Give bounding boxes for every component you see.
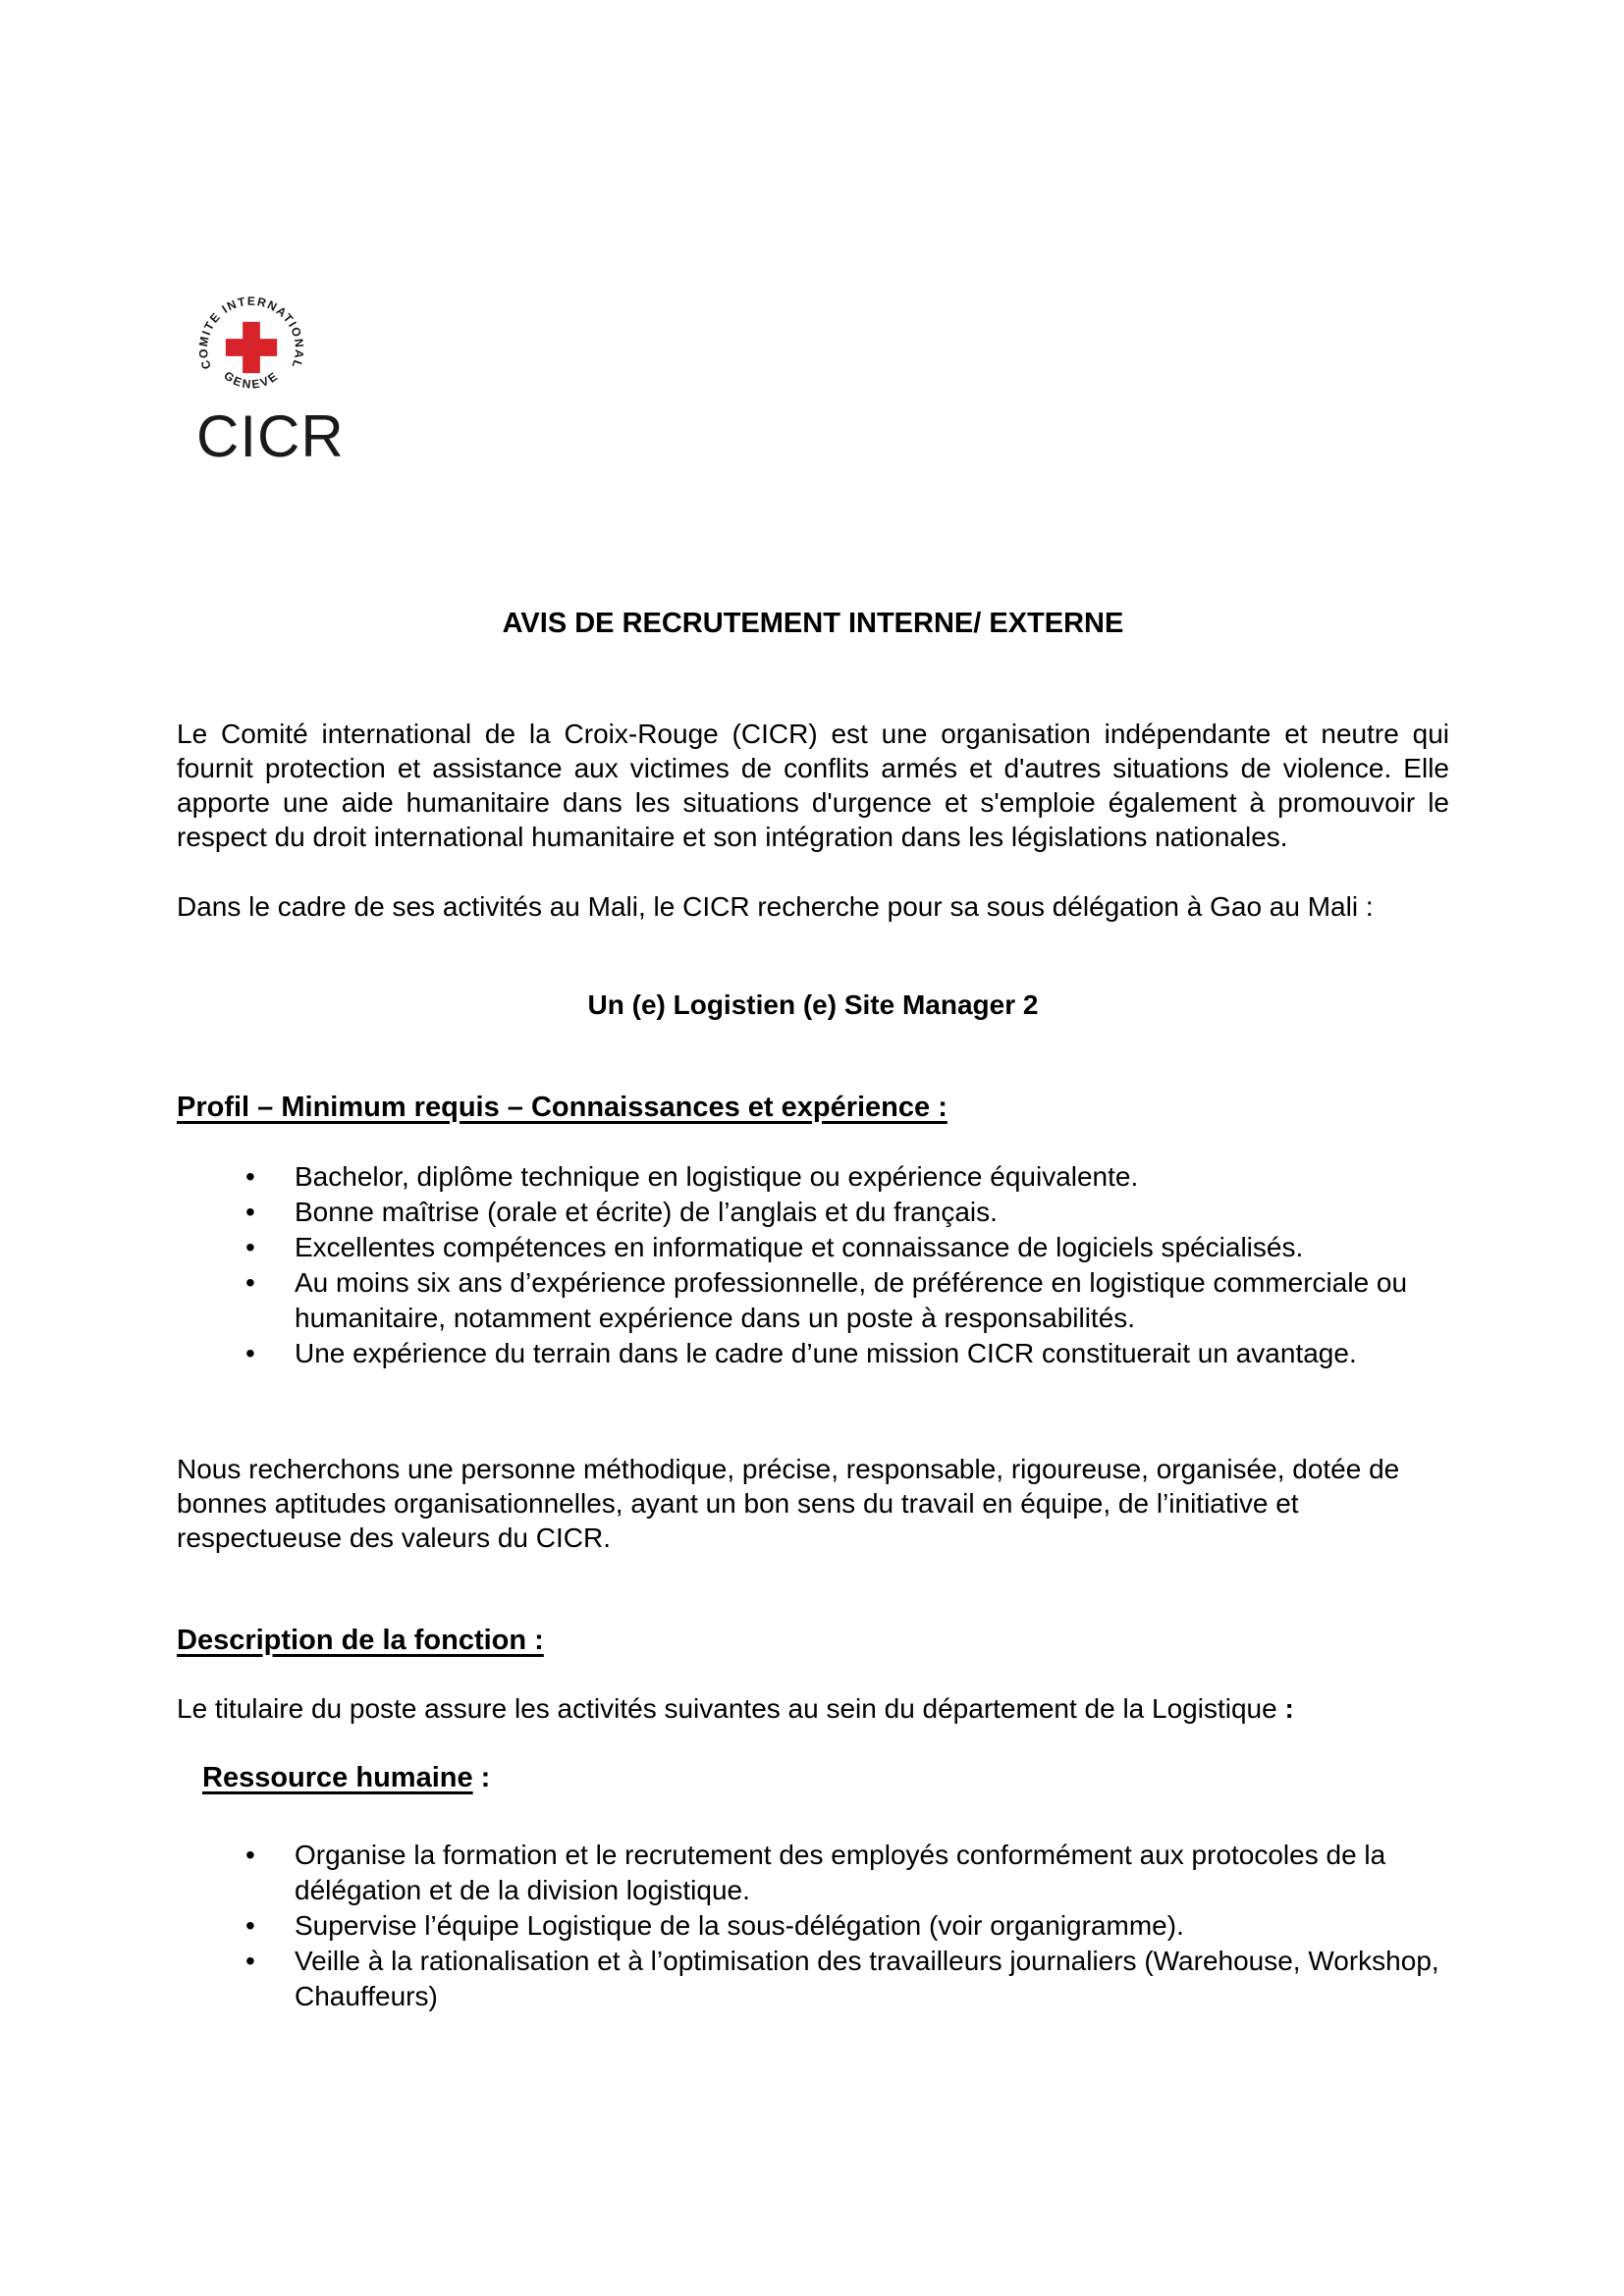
profile-bullet-list [177,1159,1449,1371]
profile-heading-text: Profil – Minimum requis – Connaissances et expérience : [177,1092,947,1123]
profile-bullet-0: • Bachelor, diplôme technique en logistique ou expérience équivalente. [177,1159,1449,1195]
function-intro-colon: : [1276,1693,1294,1724]
position-title: Un (e) Logistien (e) Site Manager 2 [587,989,1039,1020]
hr-bullet-2: • Veille à la rationalisation et à l’optimisation des travailleurs journaliers (Warehouse, Workshop, Chauffeurs) [177,1944,1449,2014]
profile-section-heading [177,1089,1449,1126]
hr-section-heading [202,1759,1449,1796]
seal-ring-text-bottom: GENEVE [221,368,282,392]
cicr-wordmark: CICR [196,403,345,469]
function-intro-paragraph [177,1691,1449,1726]
function-heading-text: Description de la fonction : [177,1625,544,1656]
person-profile-paragraph: Nous recherchons une personne méthodique, précise, responsable, rigoureuse, organisée, dotée de bonnes aptitudes organisationnelles, ayant un bon sens du travail en équipe, de l’initiative et respectueuse des valeurs du CICR. [177,1454,1400,1553]
hr-bullet-1: • Supervise l’équipe Logistique de la sous-délégation (voir organigramme). [177,1908,1449,1944]
function-intro-text: Le titulaire du poste assure les activités suivantes au sein du département de la Logistique [177,1693,1277,1724]
hr-bullet-0: • Organise la formation et le recrutement des employés conformément aux protocoles de la délégation et de la division logistique. [177,1838,1449,1908]
intro-paragraph: Le Comité international de la Croix-Rouge (CICR) est une organisation indépendante et neutre qui fournit protection et assistance aux victimes de conflits armés et d'autres situations de violence. Elle apporte une aide humanitaire dans les situations d'urgence et s'emploie également à promouvoir le respect du droit international humanitaire et son intégration dans les législations nationales. [177,719,1449,852]
hr-heading-colon: : [472,1762,491,1793]
profile-bullet-1: • Bonne maîtrise (orale et écrite) de l’anglais et du français. [177,1195,1449,1230]
seal-ring-text-top: COMITE INTERNATIONAL [196,294,306,372]
hr-heading-text: Ressource humaine [202,1762,473,1793]
document-title: AVIS DE RECRUTEMENT INTERNE/ EXTERNE [502,608,1124,639]
context-paragraph: Dans le cadre de ses activités au Mali, le CICR recherche pour sa sous délégation à Gao au Mali : [177,891,1374,922]
profile-bullet-4: • Une expérience du terrain dans le cadre d’une mission CICR constituerait un avantage. [177,1336,1449,1371]
profile-bullet-3: • Au moins six ans d’expérience professionnelle, de préférence en logistique commerciale ou humanitaire, notamment expérience dans un poste à responsabilités. [177,1265,1449,1336]
hr-bullet-list [177,1838,1449,2014]
function-section-heading [177,1622,1449,1659]
profile-bullet-2: • Excellentes compétences en informatique et connaissance de logiciels spécialisés. [177,1230,1449,1265]
cicr-seal-icon [196,293,306,402]
red-cross-icon [226,339,277,356]
cicr-logo [196,293,353,467]
